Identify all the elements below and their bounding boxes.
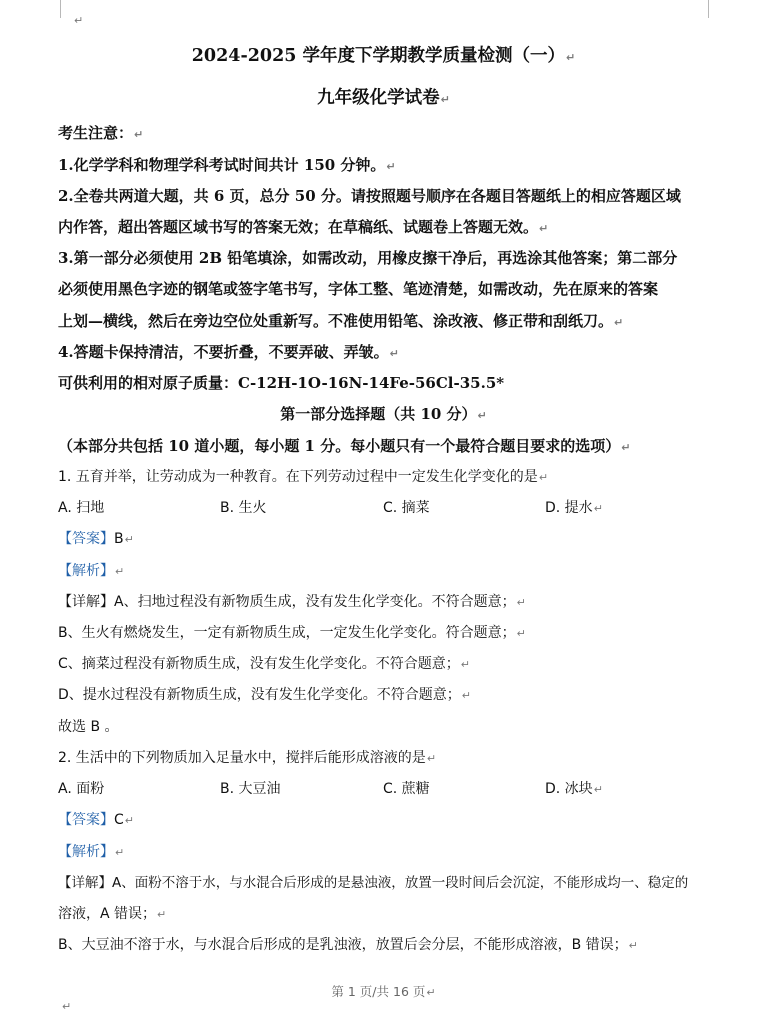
- question-1-answer: 【答案】B↵: [58, 531, 134, 547]
- question-2-detail-a1: 【详解】A、面粉不溶于水，与水混合后形成的是悬浊液，放置一段时间后会沉淀，不能形成均一、稳定的: [58, 875, 689, 891]
- document-title: 2024-2025 学年度下学期教学质量检测（一）↵: [191, 46, 576, 66]
- page-footer: 第 1 页/共 16 页↵: [331, 984, 436, 999]
- question-1-stem: 1. 五育并举，让劳动成为一种教育。在下列劳动过程中一定发生化学变化的是↵: [58, 469, 549, 485]
- section-instructions: （本部分共包括 10 道小题，每小题 1 分。每小题只有一个最符合题目要求的选项）↵: [58, 437, 631, 455]
- notice-item-1: 1.化学学科和物理学科考试时间共计 150 分钟。↵: [58, 156, 396, 174]
- atomic-mass-note: 可供利用的相对原子质量：C-12H-1O-16N-14Fe-56Cl-35.5*: [58, 374, 505, 392]
- question-1-detail-d: D、提水过程没有新物质生成，没有发生化学变化。不符合题意；↵: [58, 687, 471, 703]
- notice-item-2b: 内作答，超出答题区域书写的答案无效；在草稿纸、试题卷上答题无效。↵: [58, 218, 549, 236]
- question-2-option-d: D. 冰块↵: [545, 781, 603, 797]
- question-1-detail-c: C、摘菜过程没有新物质生成，没有发生化学变化。不符合题意；↵: [58, 656, 470, 672]
- paragraph-mark-icon-bottom: ↵: [62, 1000, 72, 1013]
- question-1-option-a: A. 扫地: [58, 500, 105, 516]
- notice-item-3b: 必须使用黑色字迹的钢笔或签字笔书写，字体工整、笔迹清楚，如需改动，先在原来的答案: [58, 280, 659, 298]
- question-1-option-d: D. 提水↵: [545, 500, 603, 516]
- question-1-detail-b: B、生火有燃烧发生，一定有新物质生成，一定发生化学变化。符合题意；↵: [58, 625, 526, 641]
- question-1-detail-a: 【详解】A、扫地过程没有新物质生成，没有发生化学变化。不符合题意；↵: [58, 594, 526, 610]
- notice-item-4: 4.答题卡保持清洁，不要折叠，不要弄破、弄皱。↵: [58, 343, 399, 361]
- question-2-option-c: C. 蔗糖: [383, 781, 430, 797]
- question-1-option-c: C. 摘菜: [383, 500, 430, 516]
- question-2-answer: 【答案】C↵: [58, 812, 134, 828]
- question-2-analysis: 【解析】↵: [58, 844, 125, 860]
- question-2-detail-a2: 溶液，A 错误；↵: [58, 906, 167, 922]
- question-1-analysis: 【解析】↵: [58, 563, 125, 579]
- crop-mark-right: [708, 0, 709, 18]
- crop-mark-left: [60, 0, 61, 18]
- question-1-conclusion: 故选 B 。: [58, 719, 119, 735]
- document-subtitle: 九年级化学试卷↵: [317, 88, 450, 108]
- section-title: 第一部分选择题（共 10 分）↵: [280, 405, 487, 423]
- question-2-option-a: A. 面粉: [58, 781, 105, 797]
- notice-item-2a: 2.全卷共两道大题，共 6 页，总分 50 分。请按照题号顺序在各题目答题纸上的相应答题区域: [58, 187, 681, 205]
- question-1-option-b: B. 生火: [220, 500, 267, 516]
- question-2-option-b: B. 大豆油: [220, 781, 281, 797]
- notice-item-3c: 上划—横线，然后在旁边空位处重新写。不准使用铅笔、涂改液、修正带和刮纸刀。↵: [58, 312, 624, 330]
- notice-item-3a: 3.第一部分必须使用 2B 铅笔填涂，如需改动，用橡皮擦干净后，再选涂其他答案；第二部分: [58, 249, 678, 267]
- paragraph-mark-icon: ↵: [74, 14, 84, 27]
- question-2-detail-b: B、大豆油不溶于水，与水混合后形成的是乳浊液，放置后会分层，不能形成溶液，B 错误；↵: [58, 937, 638, 953]
- question-2-stem: 2. 生活中的下列物质加入足量水中，搅拌后能形成溶液的是↵: [58, 750, 437, 766]
- notice-heading: 考生注意：↵: [58, 124, 144, 142]
